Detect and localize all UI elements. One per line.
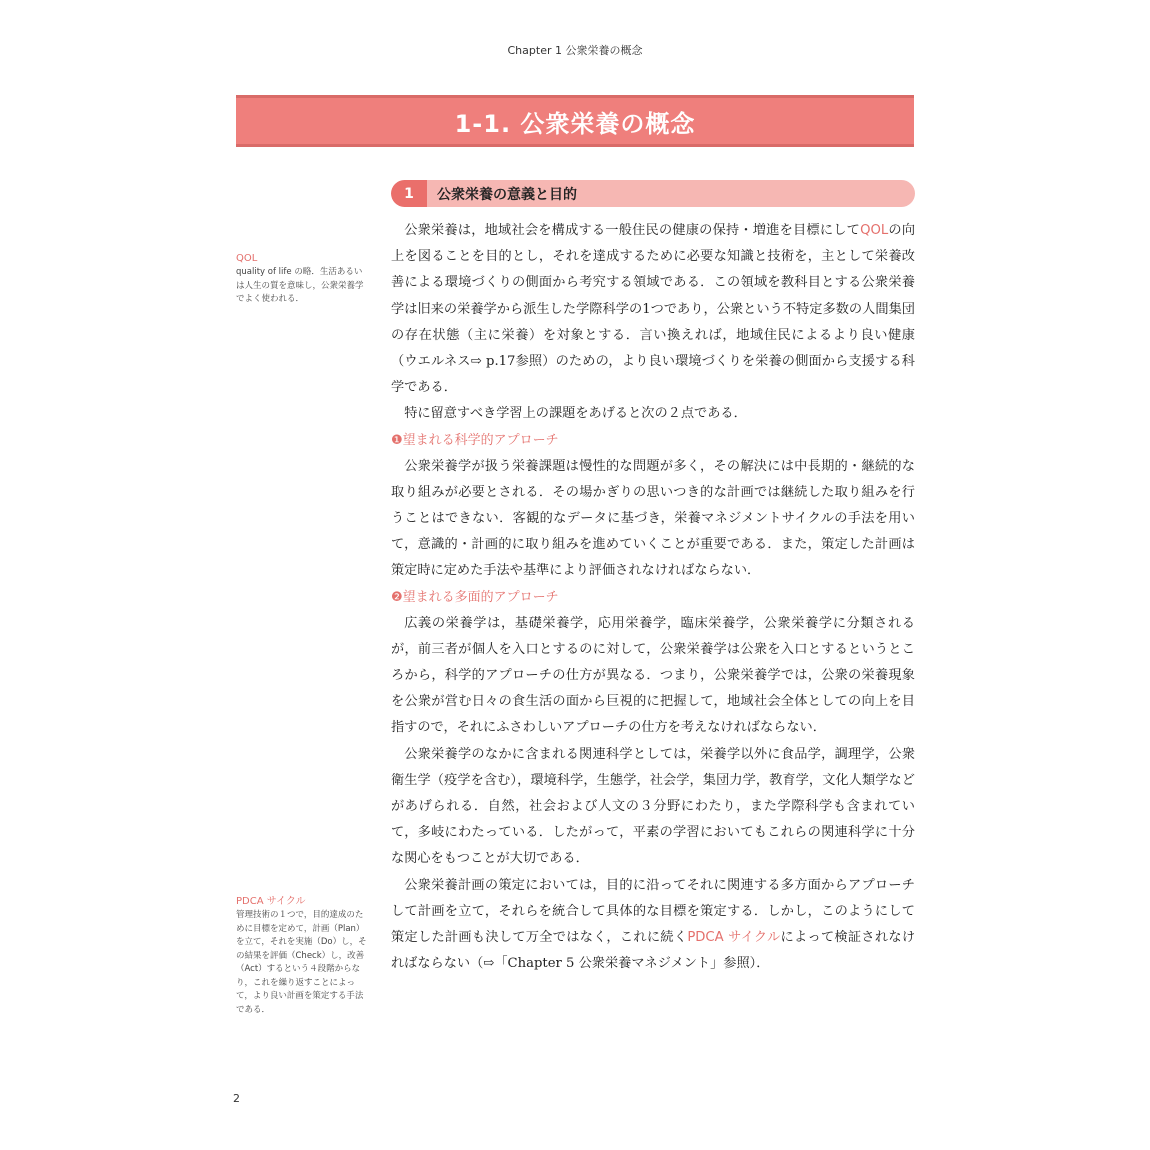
sidenote-qol <box>236 252 368 307</box>
sidenote-text: 管理技術の１つで，目的達成のために目標を定めて，計画（Plan）を立て，それを実施（Do）し，その結果を評価（Check）し，改善（Act）するという４段階からなり，これを繰り返すことによって，より良い計画を策定する手法である． <box>236 910 367 1015</box>
paragraph: 公衆栄養学のなかに含まれる関連科学としては，栄養学以外に食品学，調理学，公衆衛生学（疫学を含む），環境科学，生態学，社会学，集団力学，教育学，文化人類学などがあげられる．自然，社会および人文の３分野にわたり，また学際科学も含まれていて，多岐にわたっている．したがって，平素の学習においてもこれらの関連科学に十分な関心をもつことが大切である． <box>391 746 915 867</box>
sidenote-term: QOL <box>236 253 258 264</box>
paragraph: 公衆栄養学が扱う栄養課題は慢性的な問題が多く，その解決には中長期的・継続的な取り組みが必要とされる．その場かぎりの思いつき的な計画では継続した取り組みを行うことはできない．客観的なデータに基づき，栄養マネジメントサイクルの手法を用いて，意識的・計画的に取り組みを進めていくことが重要である．また，策定した計画は策定時に定めた手法や基準により評価されなければならない． <box>391 458 915 579</box>
page-number: 2 <box>233 1092 240 1105</box>
sidenote-text: quality of life の略．生活あるいは人生の質を意味し，公衆栄養学でよく使われる． <box>236 267 364 304</box>
main-text <box>391 218 915 977</box>
section-heading <box>391 180 915 207</box>
subheading-multifaceted-approach: ❷望まれる多面的アプローチ <box>391 589 559 605</box>
sidenote-pdca <box>236 895 368 1017</box>
subheading-scientific-approach: ❶望まれる科学的アプローチ <box>391 432 559 448</box>
section-title: 公衆栄養の意義と目的 <box>437 186 577 203</box>
term-qol: QOL <box>860 223 889 238</box>
section-number: 1 <box>391 180 427 207</box>
paragraph: 公衆栄養は，地域社会を構成する一般住民の健康の保持・増進を目標にしてQOLの向上を図ることを目的とし，それを達成するために必要な知識と技術を，主として栄養改善による環境づくりの側面から考究する領域である．この領域を教科目とする公衆栄養学は旧来の栄養学から派生した学際科学の1つであり，公衆という不特定多数の人間集団の存在状態（主に栄養）を対象とする．言い換えれば，地域住民によるより良い健康（ウエルネス⇨ p.17参照）のための，より良い環境づくりを栄養の側面から支援する科学である． <box>391 223 916 396</box>
paragraph: 特に留意すべき学習上の課題をあげると次の２点である． <box>404 406 747 422</box>
paragraph: 公衆栄養計画の策定においては，目的に沿ってそれに関連する多方面からアプローチして計画を立て，それらを統合して具体的な目標を策定する．しかし，このようにして策定した計画も決して万全ではなく，これに続くPDCA サイクルによって検証されなければならない（⇨「Chapter 5 公衆栄養マネジメント」参照）． <box>391 877 916 972</box>
chapter-title-banner <box>236 95 914 147</box>
chapter-title: 1-1. 公衆栄養の概念 <box>454 109 696 138</box>
sidenote-term: PDCA サイクル <box>236 896 306 907</box>
running-head: Chapter 1 公衆栄養の概念 <box>507 44 643 57</box>
term-pdca: PDCA サイクル <box>687 930 781 946</box>
paragraph: 広義の栄養学は，基礎栄養学，応用栄養学，臨床栄養学，公衆栄養学に分類されるが，前三者が個人を入口とするのに対して，公衆栄養学は公衆を入口とするというところから，科学的アプローチの仕方が異なる．つまり，公衆栄養学では，公衆の栄養現象を公衆が営む日々の食生活の面から巨視的に把握して，地域社会全体としての向上を目指すので，それにふさわしいアプローチの仕方を考えなければならない． <box>391 615 915 736</box>
